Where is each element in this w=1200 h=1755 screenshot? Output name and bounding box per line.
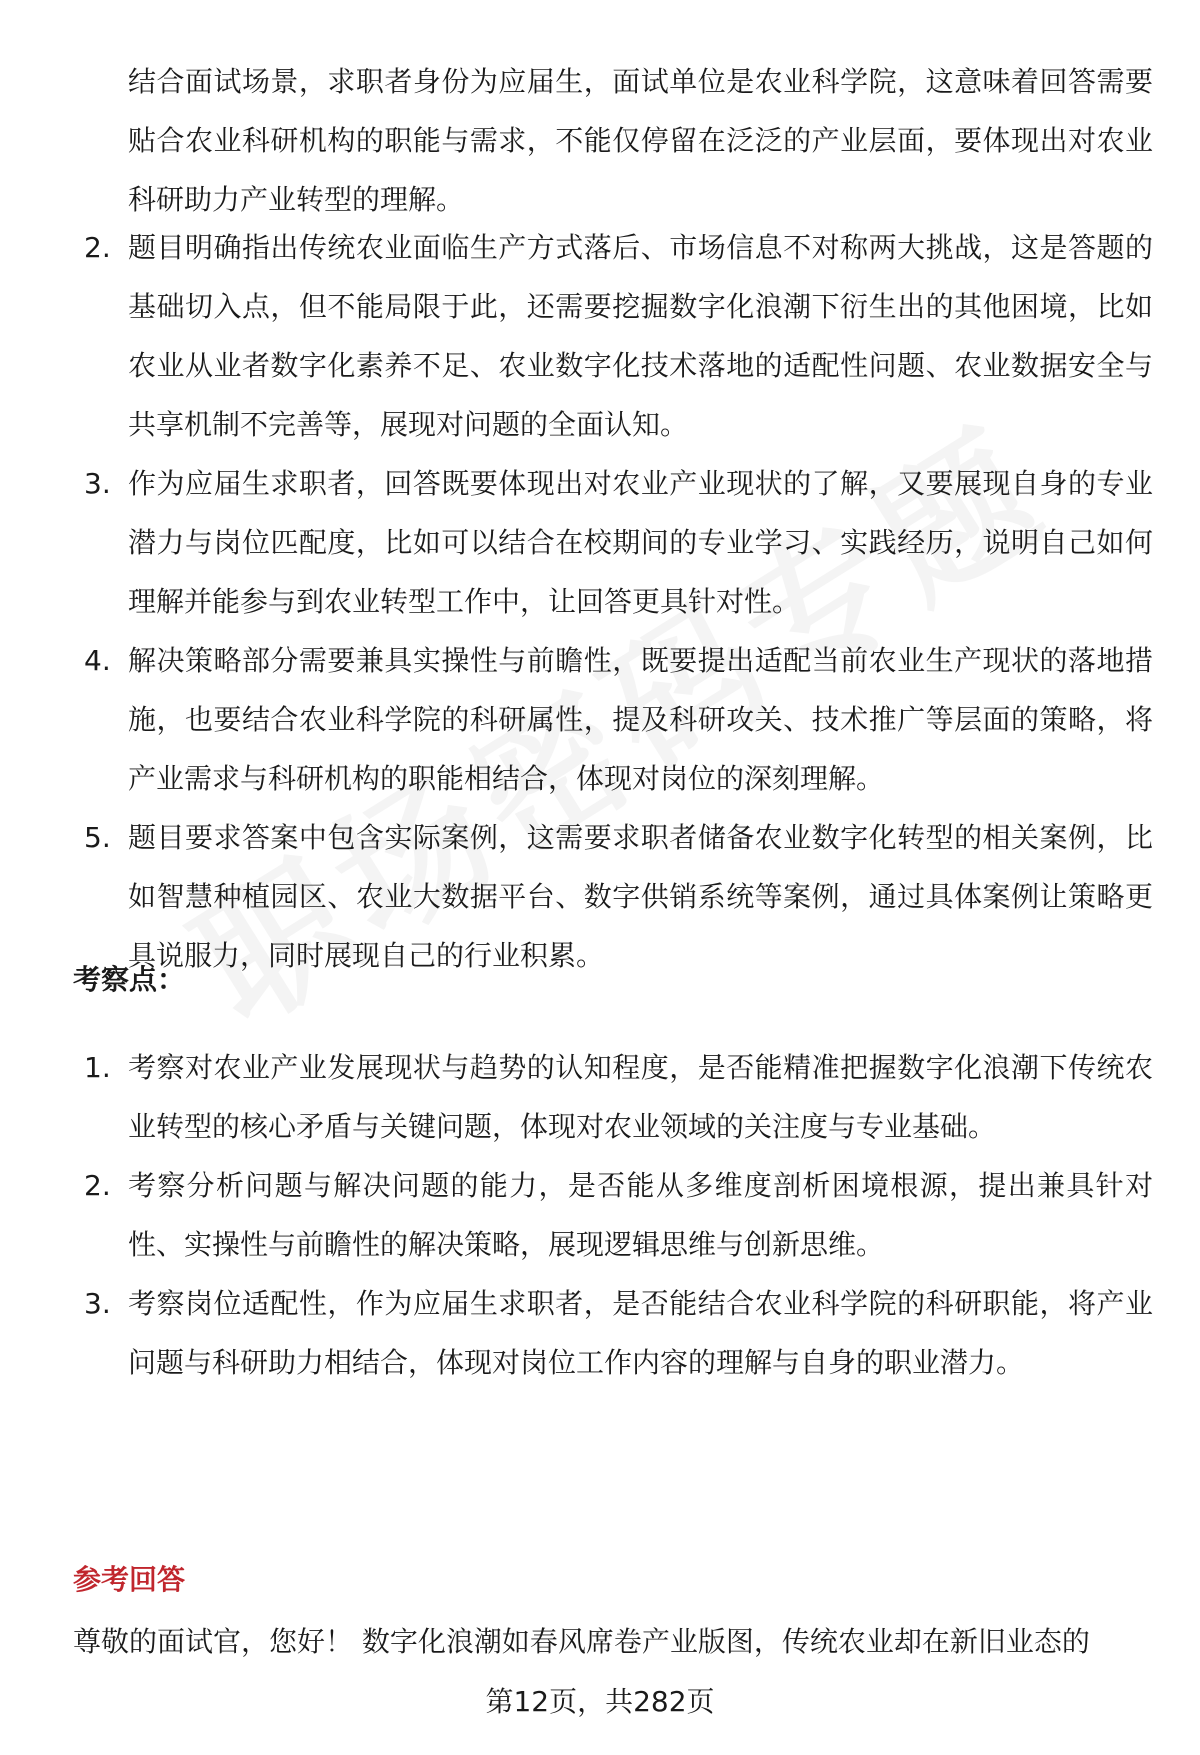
list-item <box>0 218 1153 454</box>
list-number: 3. <box>84 467 111 500</box>
page-number: 第12页，共282页 <box>485 1685 715 1718</box>
list-number: 3. <box>84 1287 111 1320</box>
answer-intro: 尊敬的面试官，您好！ 数字化浪潮如春风席卷产业版图，传统农业却在新旧业态的 <box>73 1625 1090 1658</box>
list-item <box>0 1038 1153 1156</box>
points-list <box>0 1038 1200 1392</box>
list-number: 1. <box>84 1051 111 1084</box>
list-item-text: 解决策略部分需要兼具实操性与前瞻性，既要提出适配当前农业生产现状的落地措施，也要结合农业科学院的科研属性，提及科研攻关、技术推广等层面的策略，将产业需求与科研机构的职能相结合，体现对岗位的深刻理解。 <box>128 644 1153 795</box>
points-heading: 考察点： <box>73 963 186 996</box>
list-item <box>0 631 1153 808</box>
list-item-text: 作为应届生求职者，回答既要体现出对农业产业现状的了解，又要展现自身的专业潜力与岗位匹配度，比如可以结合在校期间的专业学习、实践经历，说明自己如何理解并能参与到农业转型工作中，让回答更具针对性。 <box>128 467 1153 618</box>
list-item-text: 题目要求答案中包含实际案例，这需要求职者储备农业数字化转型的相关案例，比如智慧种植园区、农业大数据平台、数字供销系统等案例，通过具体案例让策略更具说服力，同时展现自己的行业积累。 <box>128 821 1153 972</box>
answer-heading: 参考回答 <box>73 1563 186 1596</box>
list-number: 4. <box>84 644 111 677</box>
list-item-text: 考察对农业产业发展现状与趋势的认知程度，是否能精准把握数字化浪潮下传统农业转型的核心矛盾与关键问题，体现对农业领域的关注度与专业基础。 <box>128 1051 1153 1143</box>
list-item <box>0 454 1153 631</box>
list-item-text: 考察分析问题与解决问题的能力，是否能从多维度剖析困境根源，提出兼具针对性、实操性与前瞻性的解决策略，展现逻辑思维与创新思维。 <box>128 1169 1153 1261</box>
list-item-text: 考察岗位适配性，作为应届生求职者，是否能结合农业科学院的科研职能，将产业问题与科研助力相结合，体现对岗位工作内容的理解与自身的职业潜力。 <box>128 1287 1153 1379</box>
list-number: 2. <box>84 231 111 264</box>
analysis-list <box>0 218 1200 985</box>
list-item-text: 题目明确指出传统农业面临生产方式落后、市场信息不对称两大挑战，这是答题的基础切入点，但不能局限于此，还需要挖掘数字化浪潮下衍生出的其他困境，比如农业从业者数字化素养不足、农业数字化技术落地的适配性问题、农业数据安全与共享机制不完善等，展现对问题的全面认知。 <box>128 231 1153 441</box>
list-number: 2. <box>84 1169 111 1202</box>
analysis-item-1-continuation: 结合面试场景，求职者身份为应届生，面试单位是农业科学院，这意味着回答需要贴合农业科研机构的职能与需求，不能仅停留在泛泛的产业层面，要体现出对农业科研助力产业转型的理解。 <box>128 65 1153 216</box>
list-item <box>0 1156 1153 1274</box>
list-number: 5. <box>84 821 111 854</box>
list-item <box>0 1274 1153 1392</box>
